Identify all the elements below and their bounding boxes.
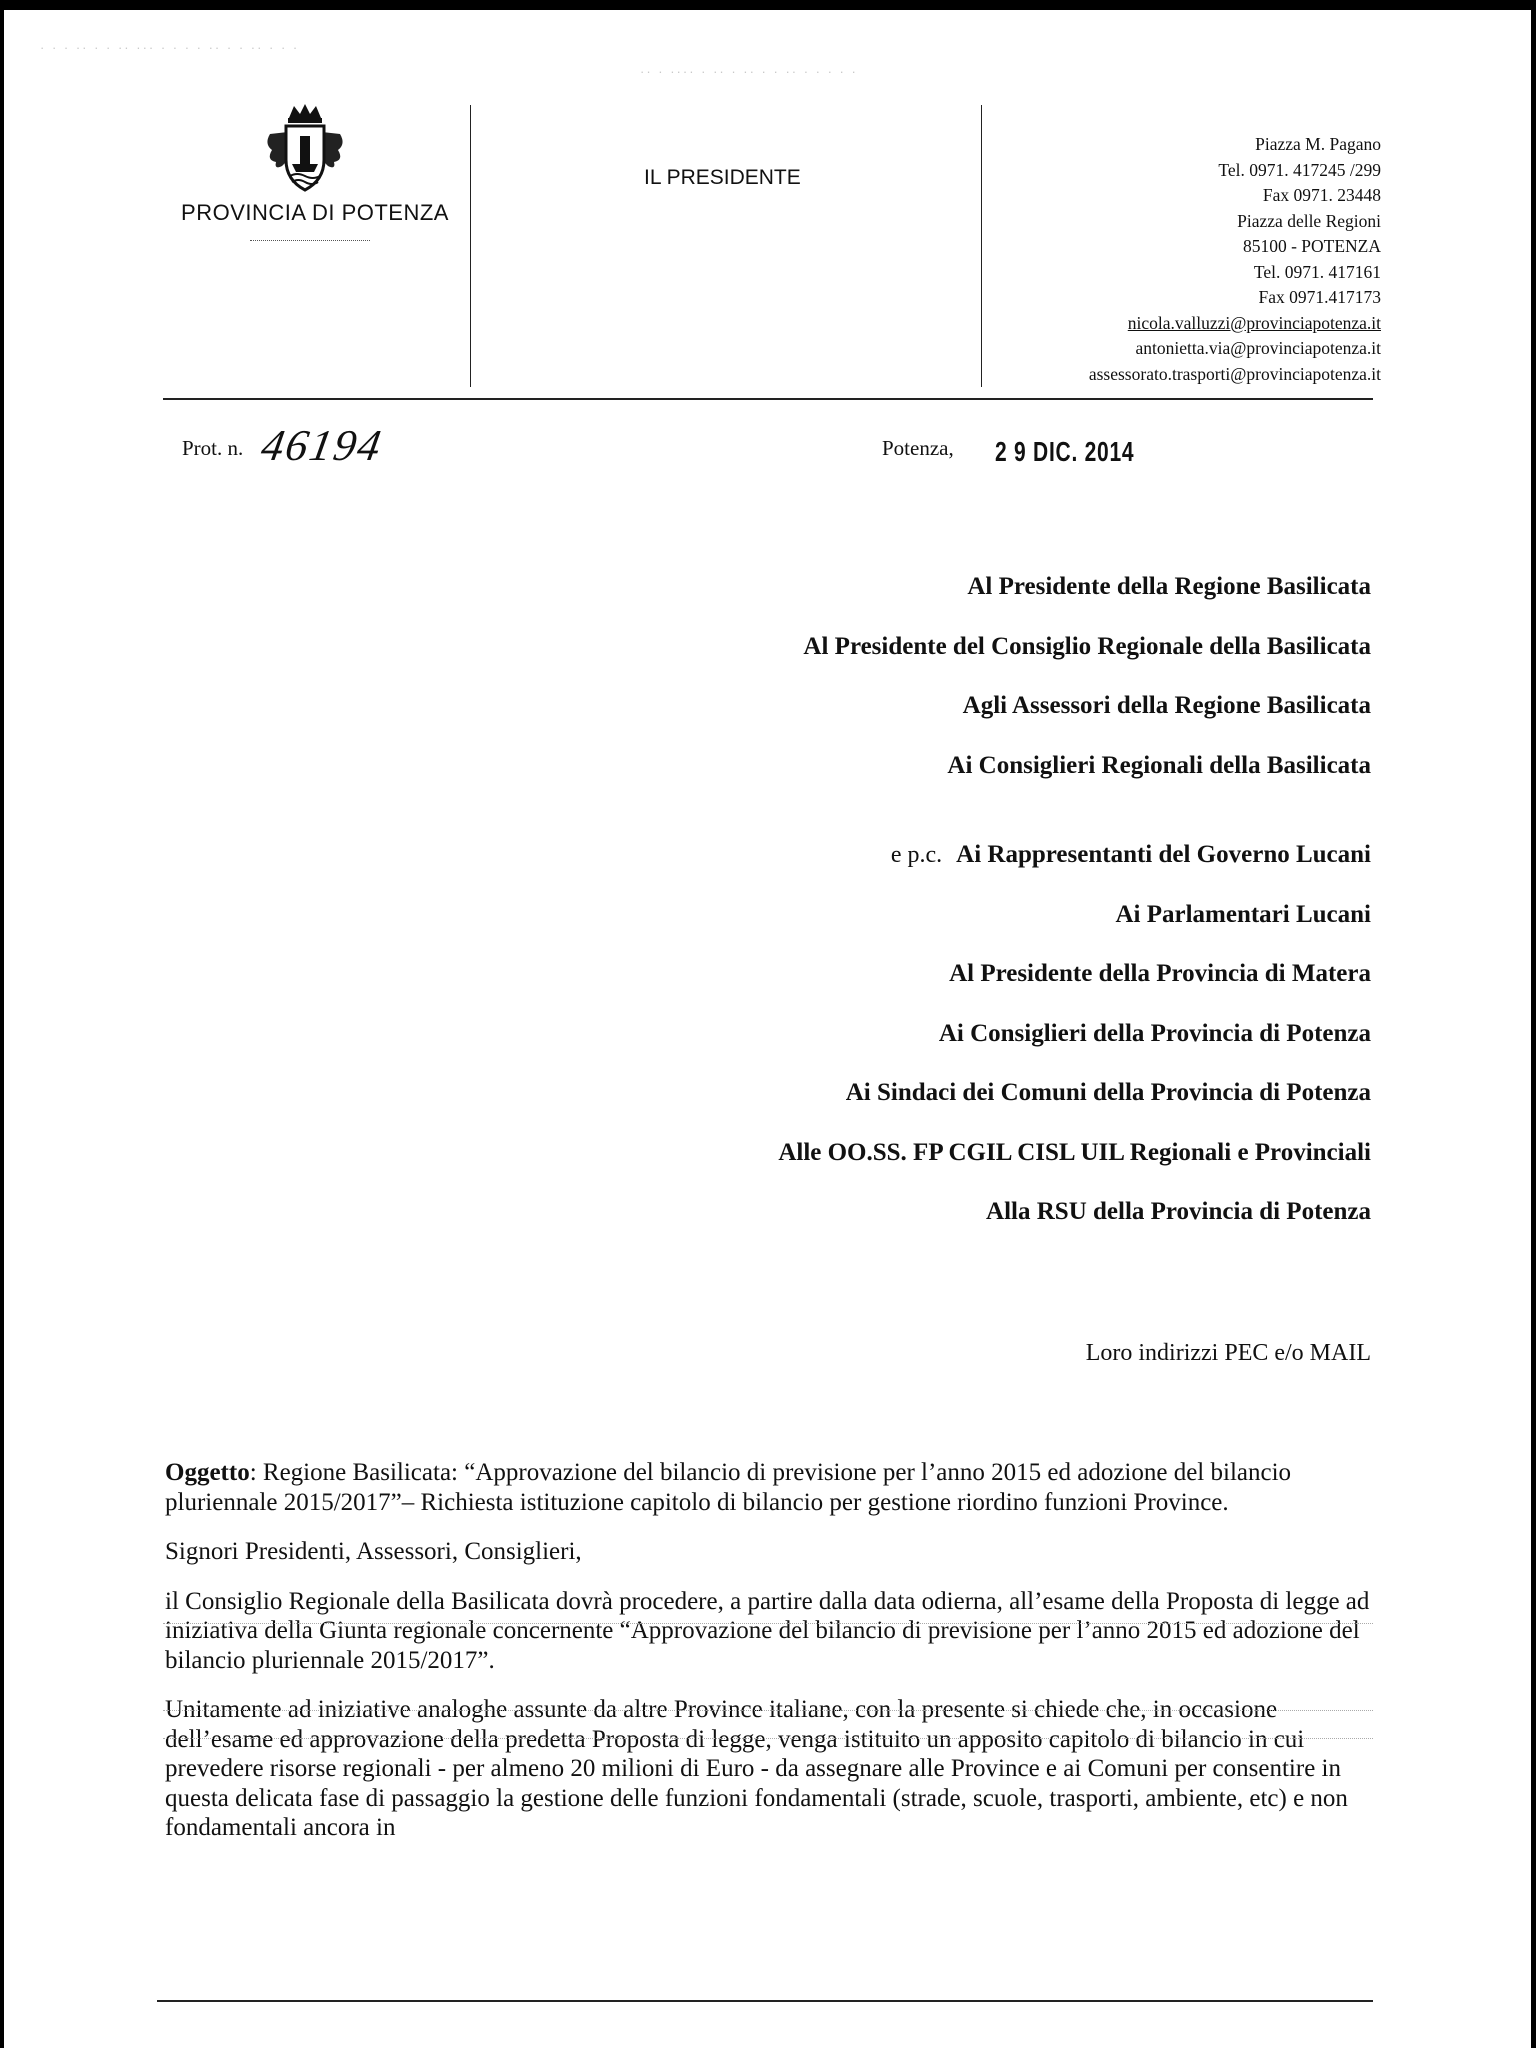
date-stamp: 2 9 DIC. 2014 bbox=[995, 436, 1135, 467]
scan-noise: · · · ·· · · ·· ··· · · · · ·· · · ·· · · · bbox=[40, 40, 300, 55]
scan-border-top bbox=[0, 0, 1536, 10]
cc-recipient: Ai Parlamentari Lucani bbox=[1115, 900, 1371, 928]
recipient-list bbox=[371, 566, 1371, 1251]
scan-line bbox=[163, 1738, 1373, 1739]
salutation: Signori Presidenti, Assessori, Consiglieri, bbox=[165, 1538, 582, 1565]
contact-email: assessorato.trasporti@provinciapotenza.it bbox=[1088, 363, 1381, 384]
cc-recipient-name: Ai Rappresentanti del Governo Lucani bbox=[956, 841, 1371, 868]
contact-line: Fax 0971. 23448 bbox=[1262, 185, 1381, 205]
cc-recipient: Alle OO.SS. FP CGIL CISL UIL Regionali e Provinciali bbox=[778, 1138, 1371, 1166]
cc-recipient bbox=[371, 834, 1371, 894]
coat-of-arms-logo bbox=[262, 100, 348, 198]
contact-block bbox=[1089, 132, 1381, 387]
recipient: Agli Assessori della Regione Basilicata bbox=[962, 692, 1371, 719]
organization-underline bbox=[250, 240, 370, 241]
contact-line: Tel. 0971. 417245 /299 bbox=[1218, 159, 1381, 180]
paragraph: Unitamente ad iniziative analoghe assunte da altre Province italiane, con la presente si chiede che, in occasione dell’esame ed approvazione della predetta Proposta di legge, venga istituito un apposito capitolo di bilancio in cui prevedere risorse regionali - per almeno 20 milioni di Euro - da assegnare alle Province e ai Comuni per consentire in questa delicata fase di passaggio la gestione delle funzioni fondamentali (strade, scuole, trasporti, ambiente, etc) e non fondamentali ancora in bbox=[165, 1696, 1348, 1841]
recipient: Ai Consiglieri Regionali della Basilicata bbox=[947, 751, 1371, 779]
paragraph: il Consiglio Regionale della Basilicata dovrà procedere, a partire dalla data odierna, all’esame della Proposta di legge ad iniziativa della Giunta regionale concernente “Approvazione del bilancio di previsione per l’anno 2015 ed adozione del bilancio pluriennale 2015/2017”. bbox=[165, 1587, 1370, 1674]
scan-noise: ·· · ···· · ·· · ·· · · ·· · · · · · bbox=[640, 64, 858, 79]
subject-line bbox=[165, 1458, 1385, 1517]
contact-line: Piazza M. Pagano bbox=[1255, 134, 1381, 154]
protocol-number: 46194 bbox=[257, 421, 387, 470]
subject-label: Oggetto bbox=[165, 1459, 250, 1486]
cc-recipient: Al Presidente della Provincia di Matera bbox=[949, 960, 1371, 987]
header-rule bbox=[163, 398, 1373, 400]
scan-border-right bbox=[1531, 0, 1536, 2048]
contact-line: Tel. 0971. 417161 bbox=[1253, 261, 1381, 282]
contact-line: 85100 - POTENZA bbox=[1242, 236, 1381, 256]
delivery-note: Loro indirizzi PEC e/o MAIL bbox=[1085, 1340, 1371, 1366]
protocol-label: Prot. n. bbox=[182, 436, 244, 460]
cc-label: e p.c. bbox=[890, 842, 943, 868]
recipient: Al Presidente della Regione Basilicata bbox=[967, 573, 1371, 600]
cc-recipient: Ai Sindaci dei Comuni della Provincia di Potenza bbox=[845, 1079, 1371, 1106]
header-divider bbox=[470, 105, 471, 387]
contact-line: Piazza delle Regioni bbox=[1237, 210, 1381, 231]
recipient: Al Presidente del Consiglio Regionale della Basilicata bbox=[803, 632, 1371, 660]
cc-recipient: Ai Consiglieri della Provincia di Potenza bbox=[938, 1019, 1371, 1047]
contact-email-link[interactable]: nicola.valluzzi@provinciapotenza.it bbox=[1127, 312, 1381, 333]
header-divider bbox=[981, 105, 982, 387]
footer-rule bbox=[157, 2000, 1373, 2002]
contact-email: antonietta.via@provinciapotenza.it bbox=[1135, 338, 1381, 358]
organization-name: PROVINCIA DI POTENZA bbox=[181, 200, 449, 225]
scan-line bbox=[163, 1710, 1373, 1711]
sender-role: IL PRESIDENTE bbox=[644, 166, 801, 189]
scan-border-left bbox=[0, 0, 4, 2048]
cc-recipient: Alla RSU della Provincia di Potenza bbox=[986, 1198, 1371, 1225]
subject-text: : Regione Basilicata: “Approvazione del bilancio di previsione per l’anno 2015 ed adozione del bilancio pluriennale 2015/2017”– Richiesta istituzione capitolo di bilancio per gestione riordino funzioni Province. bbox=[165, 1459, 1292, 1516]
scan-line bbox=[163, 1623, 1373, 1624]
date-label: Potenza, bbox=[882, 436, 954, 460]
letter-body bbox=[165, 1458, 1385, 1863]
contact-line: Fax 0971.417173 bbox=[1258, 287, 1381, 307]
